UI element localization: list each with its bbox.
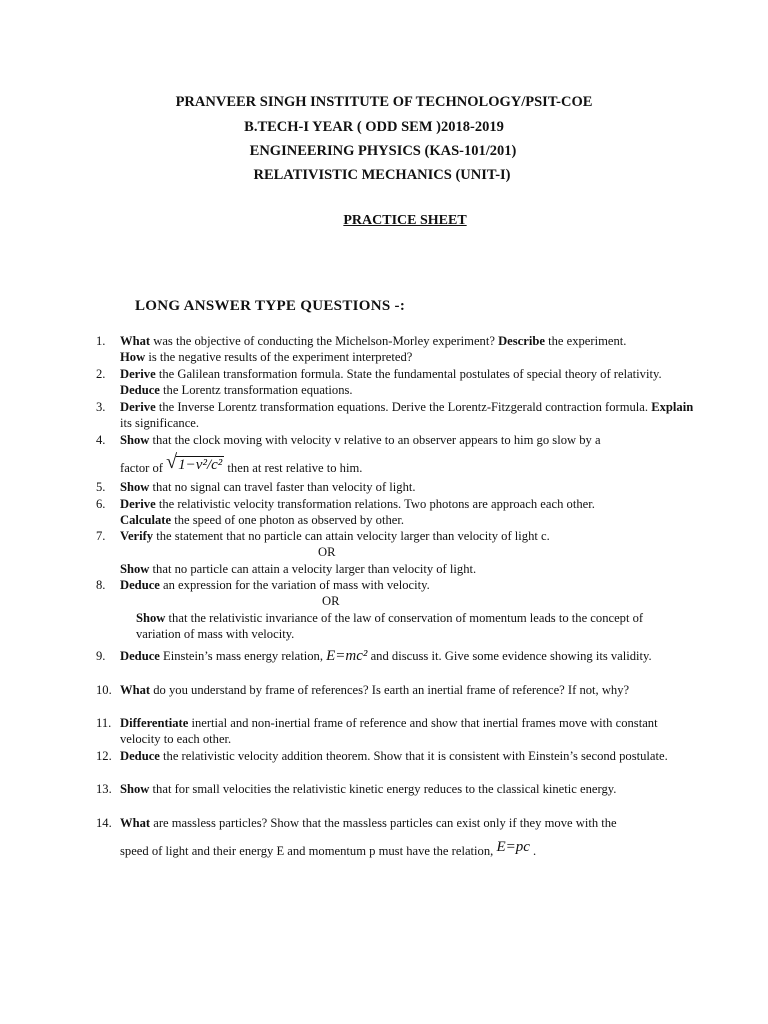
keyword: How [120, 350, 146, 365]
question-number: 6. [96, 497, 106, 511]
keyword: Derive [120, 367, 156, 381]
question-8-alt [96, 610, 686, 643]
keyword: What [120, 683, 151, 697]
keyword: Show [120, 562, 150, 576]
keyword: Deduce [120, 649, 160, 663]
question-number: 2. [96, 367, 106, 381]
question-number: 13. [96, 782, 112, 796]
keyword: Show [120, 782, 150, 796]
question-number: 1. [96, 334, 106, 348]
question-number: 3. [96, 400, 106, 414]
question-number: 14. [96, 816, 112, 830]
keyword: Deduce [120, 749, 160, 763]
question-3 [96, 399, 696, 432]
question-7 [96, 528, 696, 544]
keyword: Deduce [120, 578, 160, 592]
question-5 [96, 479, 696, 495]
keyword: Describe [498, 334, 545, 348]
keyword: Deduce [120, 383, 160, 398]
question-text: that no signal can travel faster than velocity of light. [149, 480, 416, 494]
question-text: speed of light and their energy E and momentum p must have the relation, [120, 844, 494, 859]
keyword: Calculate [120, 513, 172, 528]
question-4 [96, 432, 696, 477]
question-text: the speed of one photon as observed by other. [171, 513, 405, 528]
question-text: the relativistic velocity transformation relations. Two photons are approach each other. [155, 497, 595, 511]
question-10 [96, 682, 696, 698]
question-number: 4. [96, 433, 106, 447]
year-line: B.TECH-I YEAR ( ODD SEM )2018-2019 [244, 119, 504, 135]
keyword: Show [120, 480, 150, 494]
question-number: 10. [96, 683, 112, 697]
question-text: Einstein’s mass energy relation, [159, 649, 323, 663]
keyword: Show [136, 611, 166, 625]
keyword: What [120, 816, 151, 830]
or-separator: OR [318, 545, 336, 559]
question-13 [96, 781, 716, 797]
question-7-alt [96, 561, 696, 577]
keyword: Verify [120, 529, 154, 543]
question-text: factor of [120, 461, 164, 476]
question-text: is the negative results of the experiment interpreted? [145, 350, 413, 365]
question-text: an expression for the variation of mass with velocity. [159, 578, 430, 592]
question-text: was the objective of conducting the Michelson-Morley experiment? [150, 334, 499, 348]
question-text: the relativistic velocity addition theorem. Show that it is consistent with Einstein’s second postulate. [159, 749, 668, 763]
unit-line: RELATIVISTIC MECHANICS (UNIT-I) [253, 167, 511, 183]
question-6 [96, 496, 696, 529]
sheet-title: PRACTICE SHEET [343, 213, 467, 228]
question-1 [96, 333, 696, 366]
question-text: do you understand by frame of references? Is earth an inertial frame of reference? If not, why? [150, 683, 630, 697]
question-text: are massless particles? Show that the massless particles can exist only if they move with the [150, 816, 617, 830]
keyword: Differentiate [120, 716, 189, 730]
question-text: . [529, 844, 537, 859]
institute-name: PRANVEER SINGH INSTITUTE OF TECHNOLOGY/PSIT-COE [175, 94, 593, 110]
or-separator: OR [322, 594, 340, 608]
question-number: 9. [96, 649, 106, 663]
question-text: that the relativistic invariance of the law of conservation of momentum leads to the concept of variation of mass with velocity. [136, 611, 644, 642]
question-text: that the clock moving with velocity v relative to an observer appears to him go slow by a [149, 433, 601, 447]
question-14 [96, 815, 716, 860]
keyword: Explain [651, 400, 694, 414]
section-heading: LONG ANSWER TYPE QUESTIONS -: [135, 298, 406, 314]
question-text: inertial and non-inertial frame of reference and show that inertial frames move with constant velocity to each other. [120, 716, 658, 747]
question-number: 11. [96, 716, 112, 730]
question-text: its significance. [120, 416, 200, 431]
course-line: ENGINEERING PHYSICS (KAS-101/201) [249, 143, 517, 159]
math-expression: 1−v²/c² [178, 457, 223, 474]
question-number: 5. [96, 480, 106, 494]
question-text: the experiment. [544, 334, 627, 348]
question-number: 8. [96, 578, 106, 592]
question-number: 12. [96, 749, 112, 763]
question-9 [96, 648, 696, 664]
math-expression: E=mc² [326, 648, 368, 664]
question-text: the Inverse Lorentz transformation equations. Derive the Lorentz-Fitzgerald contraction formula. [155, 400, 652, 414]
question-number: 7. [96, 529, 106, 543]
question-11 [96, 715, 696, 748]
question-text: the Galilean transformation formula. State the fundamental postulates of special theory of relativity. [155, 367, 662, 381]
question-text: the statement that no particle can attain velocity larger than velocity of light c. [153, 529, 550, 543]
keyword: Derive [120, 497, 156, 511]
math-expression: E=pc [496, 839, 530, 856]
keyword: Derive [120, 400, 156, 414]
question-2 [96, 366, 696, 399]
keyword: What [120, 334, 151, 348]
question-text: the Lorentz transformation equations. [159, 383, 353, 398]
sqrt-expression: √ 1−v²/c² [166, 451, 223, 474]
question-text: that no particle can attain a velocity larger than velocity of light. [149, 562, 477, 576]
question-text: that for small velocities the relativistic kinetic energy reduces to the classical kinetic energy. [149, 782, 617, 796]
question-12 [96, 748, 696, 764]
question-text: then at rest relative to him. [224, 461, 363, 476]
keyword: Show [120, 433, 150, 447]
question-text: and discuss it. Give some evidence showing its validity. [370, 649, 652, 663]
question-8 [96, 577, 696, 593]
